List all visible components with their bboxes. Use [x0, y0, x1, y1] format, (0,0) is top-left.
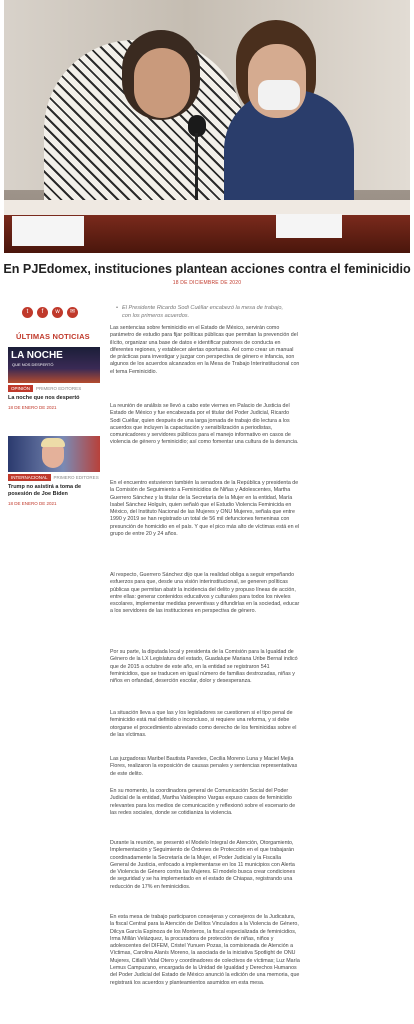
news-thumbnail[interactable] [8, 436, 100, 472]
news-title[interactable]: La noche que nos despertó [8, 395, 80, 401]
article-date: 18 DE DICIEMBRE DE 2020 [172, 280, 242, 286]
thumbnail-text: LA NOCHE [11, 350, 63, 361]
article-paragraph: En esta mesa de trabajo participaron consejeras y consejeros de la Judicatura, la fiscal Central para la Atención de Delitos Vinculados a la Violencia de Género, Dilcya García Espinoza de los Monteros, la fiscal especializada de feminicidios, Irma Millán Velázquez, la procuradora de protección de niñas, niños y adolescentes del DIFEM, Cristel Yunuen Pozas, la comisionada de Atención a Víctimas, Carolina Alanís Moreno, la asociada de la iniciativa Spotlight de ONU Mujeres, Citlalli Vidal Otero y coordinadores de colectivos de víctimas; Luz María Lemus Campuzano, encargada de la Unidad de Igualdad y Derechos Humanos del Poder Judicial del Estado de México anunció la edición de una memoria, que registrará los acuerdos y planteamientos asumidos en esta mesa. [110, 914, 300, 986]
article-paragraph: En el encuentro estuvieron también la senadora de la República y presidenta de la Comisión de Seguimiento a Feminicidios de Niñas y Adolescentes, Martha Guerrero Sánchez y la titular de la Secretaría de la Mujer en la entidad, María Isabel Sánchez Holguín, quien señaló que el Estudio Violencia Feminicida en México, del Instituto Nacional de las Mujeres y ONU Mujeres, señala que entre 1990 y 2019 se han registrado un total de 56 mil defunciones femeninas con presunción de homicidio en el país. Y que el pico más alto de víctimas está en el grupo de entre 20 y 24 años. [110, 480, 300, 538]
category-badge[interactable]: OPINIÓN [8, 385, 33, 392]
email-icon[interactable]: ✉ [67, 307, 78, 318]
article-paragraph: En su momento, la coordinadora general de Comunicación Social del Poder Judicial de la entidad, Martha Valdespino Vargas expuso casos de feminicidio relevantes para los medios de comunicación y reflexionó sobre el escenario de las redes sociales, donde se cotidianiza la violencia. [110, 788, 296, 816]
share-bar [22, 307, 78, 318]
article-paragraph: Durante la reunión, se presentó el Modelo Integral de Atención, Otorgamiento, Implementación y Seguimiento de Órdenes de Protección en el que trabajarán coordinadamente la Secretaría de la Mujer, el Poder Judicial y la Fiscalía General de Justicia, enfocado a implementarse en los 11 municipios con Alerta de Violencia de Género contra las Mujeres. El modelo busca crear condiciones de seguridad y se ha implementado en el estado de Chiapas, registrando una reducción de 17% en feminicidios. [110, 840, 296, 890]
article-paragraph: Por su parte, la diputada local y presidenta de la Comisión para la Igualdad de Género de la LX Legislatura del estado, Guadalupe Mariana Uribe Bernal indicó que de 2015 a octubre de este año, en la entidad se registraron 541 feminicidios, que se traducen en igual número de familias destrozadas, niñas y niños en orfandad, deserción escolar, dolor y desesperanza. [110, 649, 298, 685]
hero-photo [4, 0, 410, 253]
whatsapp-icon[interactable]: w [52, 307, 63, 318]
article-paragraph: Al respecto, Guerrero Sánchez dijo que la realidad obliga a seguir empeñando esfuerzos para que, desde una visión interinstitucional, se generen políticas públicas que permitan abatir la incidencia del delito y propuso líneas de acción, entre ellas: generar contenidos educativos y culturales para todos los niveles escolares, implementar medidas preventivas y difundirlas en la sociedad, educar a los servidores de las instituciones en perspectiva de género. [110, 572, 300, 615]
category-badge[interactable]: INTERNACIONAL [8, 474, 51, 481]
thumbnail-subtext: QUE NOS DESPERTÓ [12, 362, 54, 367]
article-title: En PJEdomex, instituciones plantean acciones contra el feminicidio [3, 262, 411, 276]
news-date: 18 DE ENERO DE 2021 [8, 405, 57, 410]
twitter-icon[interactable]: t [22, 307, 33, 318]
publisher-tag[interactable]: PRIMERO EDITORES [36, 386, 82, 391]
article-paragraph: La situación lleva a que las y los legisladores se cuestionen si el tipo penal de feminicidio está mal definido o inconcluso, si requiere una reforma, y si debe otorgarse el procedimiento abreviado como derecho de los feminicidas sobre el de las víctimas. [110, 710, 297, 738]
publisher-tag[interactable]: PRIMERO EDITORES [53, 475, 99, 480]
news-card[interactable] [8, 347, 100, 410]
news-date: 18 DE ENERO DE 2021 [8, 501, 57, 506]
news-thumbnail[interactable] [8, 347, 100, 383]
facebook-icon[interactable]: f [37, 307, 48, 318]
news-card[interactable] [8, 436, 100, 506]
article-paragraph: Las sentencias sobre feminicidio en el Estado de México, servirán como parámetro de estudio para fijar políticas públicas que permitan la prevención del ilícito, organizar una base de datos e identificar patrones de conducta en diferentes regiones, y establecer alertas oportunas. Así como crear un manual de prácticas para investigar y juzgar con perspectiva de género e infancia, son algunos de los acuerdos alcanzados en la Mesa de Trabajo Interinstitucional con el tema Feminicidio. [110, 325, 300, 375]
article-paragraph: La reunión de análisis se llevó a cabo este viernes en Palacio de Justicia del Estado de México y fue encabezada por el titular del Poder Judicial, Ricardo Sodi Cuéllar, quien después de una larga jornada de trabajo dio lectura a los acuerdos que incluyen la capacitación y sensibilización a periodistas, comunicadores y servidores públicos para el manejo informativo en casos de violencia de género y feminicidio; así como fomentar una cultura de la denuncia. [110, 403, 299, 446]
article-paragraph: Las juzgadoras Maribel Bautista Paredes, Cecilia Moreno Luna y Maciel Mejía Flores, realizaron la exposición de causas penales y sentencias representativas de este delito. [110, 756, 298, 777]
photo-caption: • El Presidente Ricardo Sodi Cuéllar encabezó la mesa de trabajo, con los primeros acuerdos. [122, 304, 292, 320]
news-title[interactable]: Trump no asistirá a toma de posesión de Joe Biden [8, 484, 82, 497]
sidebar-heading: ÚLTIMAS NOTICIAS [16, 332, 90, 341]
